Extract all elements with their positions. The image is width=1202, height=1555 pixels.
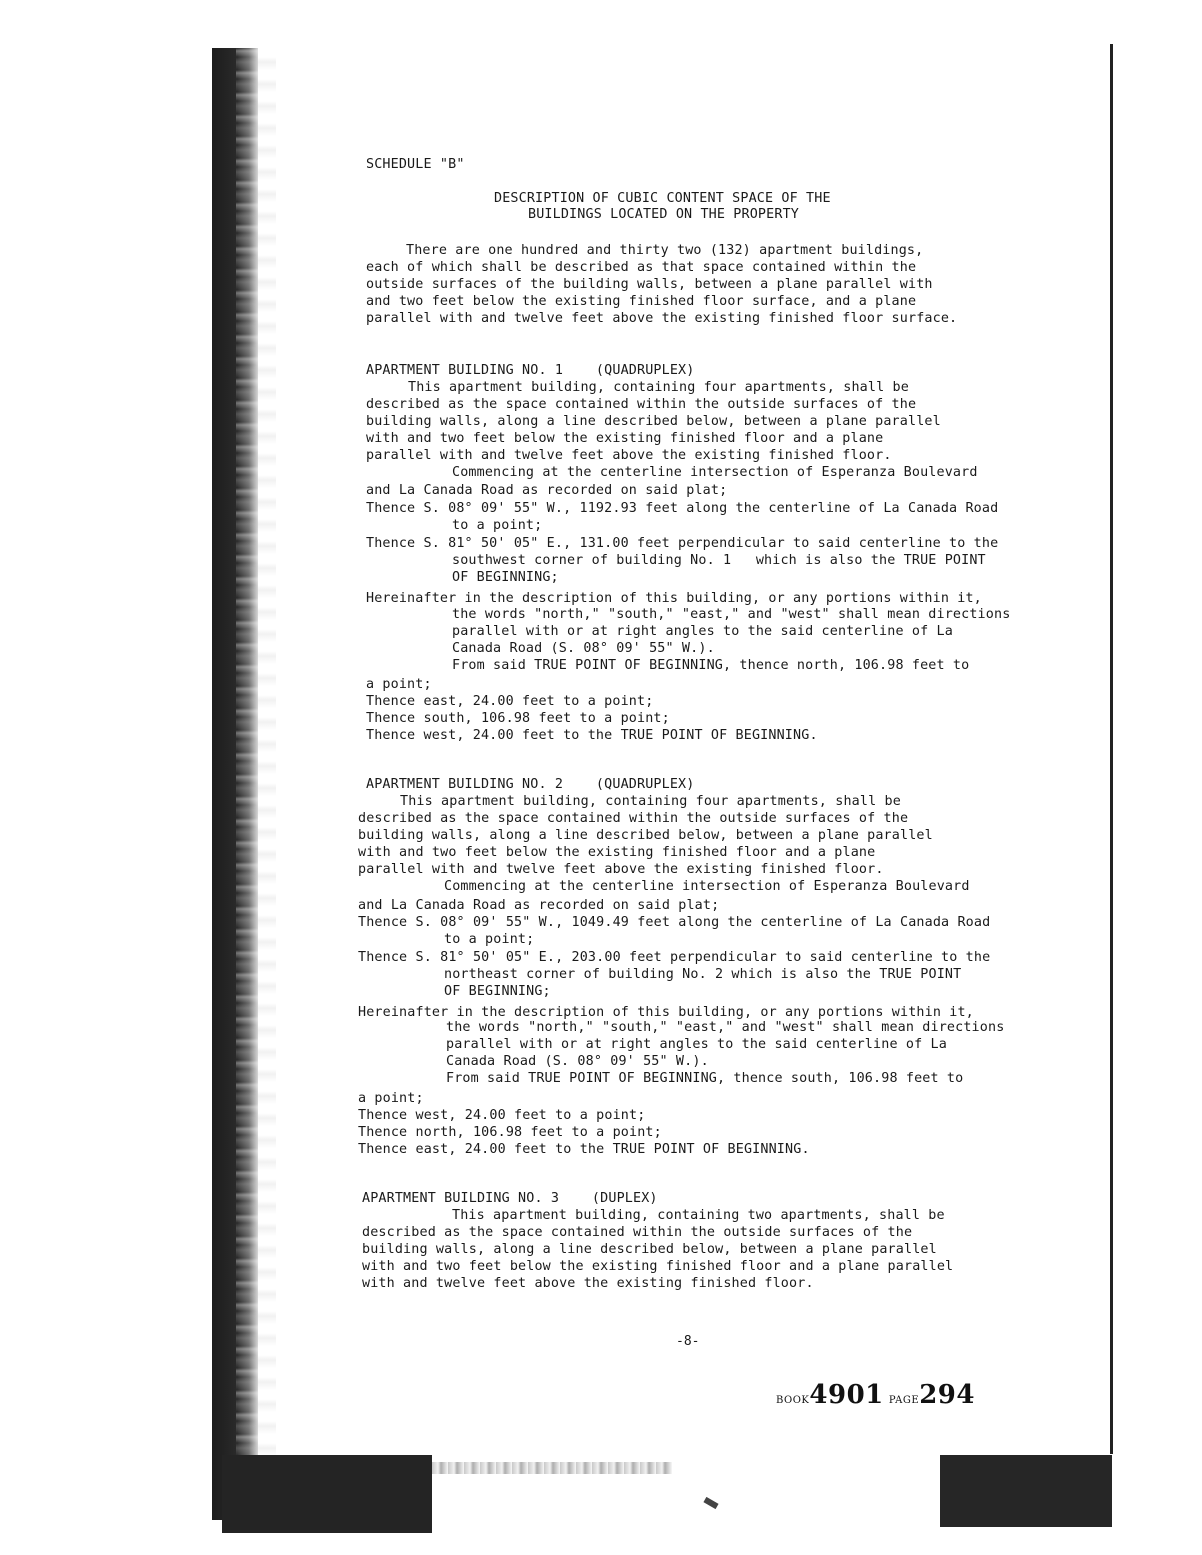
building-2-line: Commencing at the centerline intersection of Esperanza Boulevard (444, 879, 970, 894)
book-label: BOOK (776, 1395, 810, 1406)
building-1-heading: APARTMENT BUILDING NO. 1 (QUADRUPLEX) (366, 363, 695, 378)
building-2-line: northeast corner of building No. 2 which is also the TRUE POINT (444, 967, 962, 982)
building-2-line: Thence S. 81° 50' 05" E., 203.00 feet perpendicular to said centerline to the (358, 950, 991, 965)
building-2-line: building walls, along a line described below, between a plane parallel (358, 828, 933, 843)
book-number: 4901 (809, 1380, 884, 1410)
intro-line: There are one hundred and thirty two (132) apartment buildings, (406, 243, 924, 258)
book-page-stamp (776, 1380, 975, 1410)
page-value: 294 (919, 1380, 975, 1410)
building-1-line: described as the space contained within the outside surfaces of the (366, 397, 917, 412)
building-1-line: Thence south, 106.98 feet to a point; (366, 711, 670, 726)
building-1-line: building walls, along a line described below, between a plane parallel (366, 414, 941, 429)
building-2-line: with and two feet below the existing finished floor and a plane (358, 845, 876, 860)
building-1-line: to a point; (452, 518, 543, 533)
building-1-line: Thence east, 24.00 feet to a point; (366, 694, 654, 709)
building-2-line: described as the space contained within the outside surfaces of the (358, 811, 909, 826)
building-2-line: Canada Road (S. 08° 09' 55" W.). (446, 1054, 709, 1069)
building-2-line: OF BEGINNING; (444, 984, 551, 999)
building-2-line: parallel with and twelve feet above the existing finished floor. (358, 862, 884, 877)
building-1-line: From said TRUE POINT OF BEGINNING, thence north, 106.98 feet to (452, 658, 970, 673)
building-2-line: parallel with or at right angles to the said centerline of La (446, 1037, 947, 1052)
intro-line: outside surfaces of the building walls, between a plane parallel with (366, 277, 933, 292)
building-2-line: Thence S. 08° 09' 55" W., 1049.49 feet along the centerline of La Canada Road (358, 915, 991, 930)
building-1-line: and La Canada Road as recorded on said plat; (366, 483, 728, 498)
building-2-line: Thence east, 24.00 feet to the TRUE POINT OF BEGINNING. (358, 1142, 810, 1157)
building-2-line: Thence west, 24.00 feet to a point; (358, 1108, 646, 1123)
building-3-heading: APARTMENT BUILDING NO. 3 (DUPLEX) (362, 1191, 658, 1206)
building-1-line: Commencing at the centerline intersection of Esperanza Boulevard (452, 465, 978, 480)
building-3-line: with and two feet below the existing finished floor and a plane parallel (362, 1259, 954, 1274)
building-1-line: the words "north," "south," "east," and "west" shall mean directions (452, 607, 1011, 622)
building-2-line: From said TRUE POINT OF BEGINNING, thence south, 106.98 feet to (446, 1071, 964, 1086)
building-1-line: a point; (366, 677, 432, 692)
building-1-line: Thence S. 81° 50' 05" E., 131.00 feet perpendicular to said centerline to the (366, 536, 999, 551)
building-1-line: with and two feet below the existing finished floor and a plane (366, 431, 884, 446)
title-line-2: BUILDINGS LOCATED ON THE PROPERTY (528, 207, 799, 222)
building-1-line: This apartment building, containing four apartments, shall be (408, 380, 909, 395)
intro-line: and two feet below the existing finished floor surface, and a plane (366, 294, 917, 309)
building-2-line: the words "north," "south," "east," and "west" shall mean directions (446, 1020, 1005, 1035)
building-2-line: a point; (358, 1091, 424, 1106)
building-1-line: parallel with or at right angles to the said centerline of La (452, 624, 953, 639)
building-1-line: parallel with and twelve feet above the existing finished floor. (366, 448, 892, 463)
building-3-line: described as the space contained within the outside surfaces of the (362, 1225, 913, 1240)
building-2-line: Hereinafter in the description of this building, or any portions within it, (358, 1005, 974, 1020)
building-1-line: southwest corner of building No. 1 which is also the TRUE POINT (452, 553, 986, 568)
building-2-line: and La Canada Road as recorded on said plat; (358, 898, 720, 913)
building-1-line: Thence S. 08° 09' 55" W., 1192.93 feet along the centerline of La Canada Road (366, 501, 999, 516)
building-2-line: Thence north, 106.98 feet to a point; (358, 1125, 662, 1140)
building-3-line: This apartment building, containing two apartments, shall be (452, 1208, 945, 1223)
page-number: -8- (676, 1334, 700, 1349)
building-3-line: with and twelve feet above the existing finished floor. (362, 1276, 814, 1291)
building-3-line: building walls, along a line described below, between a plane parallel (362, 1242, 937, 1257)
page-label: PAGE (888, 1395, 920, 1406)
building-1-line: Canada Road (S. 08° 09' 55" W.). (452, 641, 715, 656)
building-1-line: OF BEGINNING; (452, 570, 559, 585)
building-1-line: Hereinafter in the description of this building, or any portions within it, (366, 591, 982, 606)
intro-line: parallel with and twelve feet above the existing finished floor surface. (366, 311, 958, 326)
building-2-line: to a point; (444, 932, 535, 947)
building-1-line: Thence west, 24.00 feet to the TRUE POINT OF BEGINNING. (366, 728, 818, 743)
building-2-line: This apartment building, containing four apartments, shall be (400, 794, 901, 809)
intro-line: each of which shall be described as that space contained within the (366, 260, 917, 275)
schedule-label: SCHEDULE "B" (366, 157, 465, 172)
title-line-1: DESCRIPTION OF CUBIC CONTENT SPACE OF THE (494, 191, 831, 206)
building-2-heading: APARTMENT BUILDING NO. 2 (QUADRUPLEX) (366, 777, 695, 792)
